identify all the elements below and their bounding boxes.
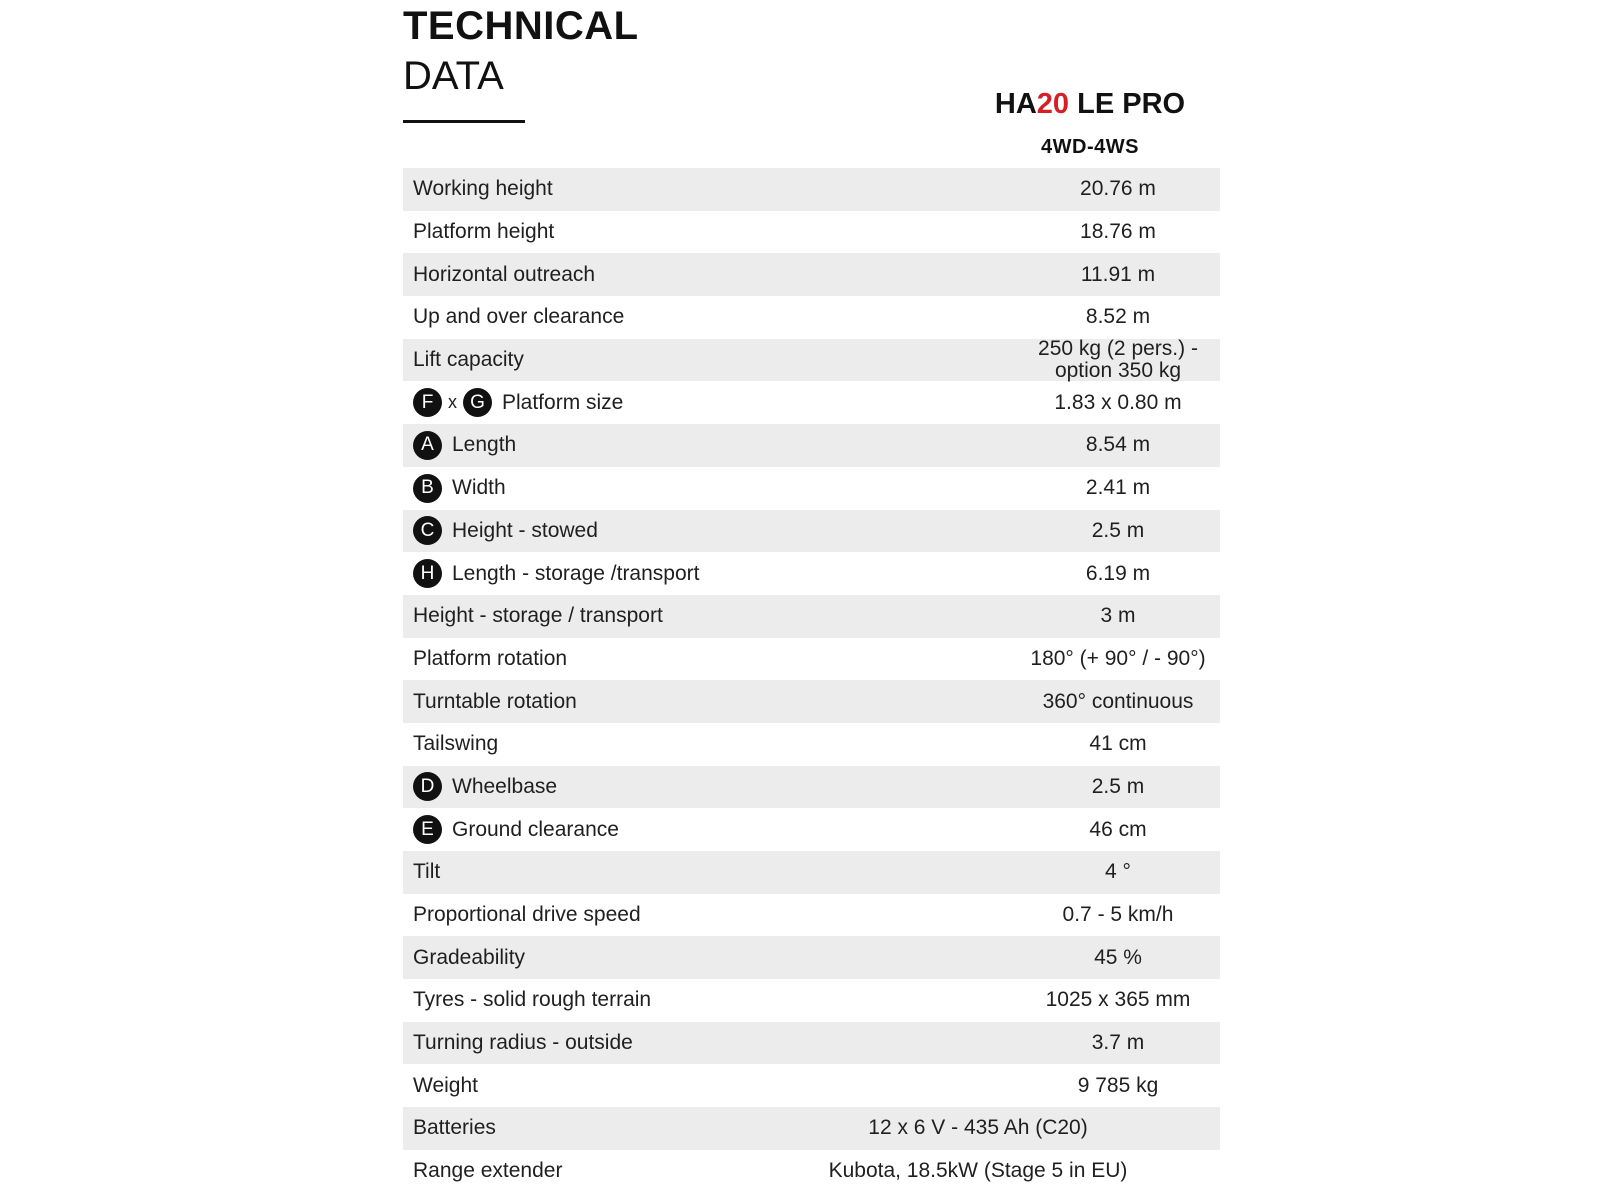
spec-label	[413, 903, 641, 927]
spec-value: 41 cm	[1089, 732, 1147, 756]
spec-label	[413, 647, 567, 671]
spec-label-text: Width	[452, 476, 506, 500]
spec-value: 180° (+ 90° / - 90°)	[1030, 646, 1206, 670]
spec-table	[403, 168, 1220, 1193]
spec-label	[413, 177, 553, 201]
spec-value	[968, 338, 1268, 382]
spec-label	[413, 263, 595, 287]
dimension-badge-g: G	[463, 388, 492, 417]
spec-value: 11.91 m	[1080, 262, 1156, 286]
spec-label	[413, 431, 516, 460]
spec-label-text: Height - stowed	[452, 518, 598, 542]
dimension-badge-e: E	[413, 815, 442, 844]
spec-value: 1.83 x 0.80 m	[1054, 390, 1182, 414]
spec-label-text: Wheelbase	[452, 774, 558, 798]
spec-value: 2.5 m	[1091, 774, 1145, 798]
spec-row-wheelbase	[403, 766, 1220, 809]
spec-label-text: Batteries	[413, 1116, 496, 1140]
spec-value: 3 m	[1100, 604, 1136, 628]
spec-value: Kubota, 18.5kW (Stage 5 in EU)	[828, 1159, 1128, 1183]
spec-label	[413, 516, 598, 545]
spec-row-batteries	[403, 1107, 1220, 1150]
spec-value: 46 cm	[1089, 817, 1147, 841]
spec-row-horizontal-outreach	[403, 253, 1220, 296]
spec-row-turning-radius	[403, 1022, 1220, 1065]
spec-label	[413, 388, 623, 417]
spec-label-text: Tailswing	[413, 732, 499, 756]
spec-label-text: Range extender	[413, 1159, 563, 1183]
dimension-badge-c: C	[413, 516, 442, 545]
spec-label-text: Tyres - solid rough terrain	[413, 988, 652, 1012]
title-data: DATA	[403, 54, 504, 98]
spec-label	[413, 348, 524, 372]
spec-label	[413, 946, 525, 970]
drive-config: 4WD-4WS	[1041, 136, 1139, 158]
dimension-badge-f: F	[413, 388, 442, 417]
spec-row-platform-rotation	[403, 638, 1220, 681]
spec-row-height-storage	[403, 595, 1220, 638]
spec-label-text: Proportional drive speed	[413, 903, 641, 927]
spec-label-text: Working height	[413, 177, 553, 201]
spec-label	[413, 1074, 478, 1098]
spec-label	[413, 988, 651, 1012]
spec-label-text: Gradeability	[413, 945, 526, 969]
spec-row-lift-capacity	[403, 339, 1220, 382]
model-number: 20	[1036, 88, 1070, 120]
spec-row-tilt	[403, 851, 1220, 894]
spec-row-range-extender	[403, 1150, 1220, 1193]
dimension-badge-a: A	[413, 431, 442, 460]
spec-row-drive-speed	[403, 894, 1220, 937]
spec-label	[413, 1159, 562, 1183]
spec-label	[413, 220, 554, 244]
spec-value: 4 °	[1105, 860, 1131, 884]
spec-value: 8.52 m	[1085, 305, 1151, 329]
spec-label-text: Length - storage /transport	[452, 561, 700, 585]
spec-label-text: Platform rotation	[413, 646, 568, 670]
spec-row-width	[403, 467, 1220, 510]
spec-label	[413, 305, 624, 329]
spec-label-text: Weight	[413, 1073, 478, 1097]
dimension-badge-d: D	[413, 772, 442, 801]
spec-label	[413, 690, 577, 714]
spec-row-tailswing	[403, 723, 1220, 766]
spec-label	[413, 559, 699, 588]
spec-value: 360° continuous	[1042, 689, 1194, 713]
spec-row-weight	[403, 1064, 1220, 1107]
spec-row-platform-size	[403, 381, 1220, 424]
spec-label	[413, 1031, 633, 1055]
spec-label-text: Lift capacity	[413, 348, 524, 372]
spec-row-platform-height	[403, 211, 1220, 254]
spec-value: 20.76 m	[1080, 177, 1156, 201]
title-technical: TECHNICAL	[403, 4, 639, 48]
spec-row-length	[403, 424, 1220, 467]
spec-label-text: Up and over clearance	[413, 305, 625, 329]
spec-label	[413, 1116, 496, 1140]
spec-row-turntable-rotation	[403, 680, 1220, 723]
spec-label	[413, 604, 663, 628]
spec-value: 2.41 m	[1085, 476, 1151, 500]
spec-label-text: Turning radius - outside	[413, 1031, 633, 1055]
spec-value: 8.54 m	[1085, 433, 1151, 457]
spec-label-text: Turntable rotation	[413, 689, 577, 713]
model-suffix: LE PRO	[1069, 88, 1186, 120]
spec-value: 45 %	[1094, 945, 1142, 969]
spec-label	[413, 860, 440, 884]
spec-value: 6.19 m	[1085, 561, 1151, 585]
dimension-times-sign: x	[448, 392, 457, 413]
spec-label-text: Horizontal outreach	[413, 262, 596, 286]
spec-row-length-storage	[403, 552, 1220, 595]
spec-row-working-height	[403, 168, 1220, 211]
spec-label-text: Tilt	[413, 860, 441, 884]
model-prefix: HA	[994, 88, 1037, 120]
spec-row-up-and-over-clearance	[403, 296, 1220, 339]
spec-value: 12 x 6 V - 435 Ah (C20)	[868, 1116, 1088, 1140]
spec-row-gradeability	[403, 936, 1220, 979]
spec-value-line: 250 kg (2 pers.) -	[1038, 337, 1198, 361]
spec-value: 2.5 m	[1091, 518, 1145, 542]
spec-label	[413, 815, 619, 844]
spec-value: 3.7 m	[1091, 1031, 1145, 1055]
dimension-badge-b: B	[413, 474, 442, 503]
spec-value-line: option 350 kg	[1054, 359, 1182, 383]
dimension-badge-h: H	[413, 559, 442, 588]
spec-label	[413, 474, 506, 503]
spec-row-height-stowed	[403, 510, 1220, 553]
spec-row-ground-clearance	[403, 808, 1220, 851]
title-underline	[403, 120, 525, 123]
spec-label-text: Height - storage / transport	[413, 604, 663, 628]
spec-label	[413, 732, 498, 756]
model-name	[940, 90, 1240, 119]
spec-value: 18.76 m	[1080, 220, 1156, 243]
spec-value: 9 785 kg	[1077, 1073, 1159, 1097]
spec-label	[413, 772, 557, 801]
spec-label-text: Platform height	[413, 220, 555, 244]
spec-value: 0.7 - 5 km/h	[1062, 903, 1174, 926]
spec-row-tyres	[403, 979, 1220, 1022]
spec-label-text: Length	[452, 433, 517, 457]
spec-value: 1025 x 365 mm	[1045, 988, 1191, 1012]
spec-label-text: Platform size	[502, 390, 624, 414]
spec-label-text: Ground clearance	[452, 817, 619, 841]
